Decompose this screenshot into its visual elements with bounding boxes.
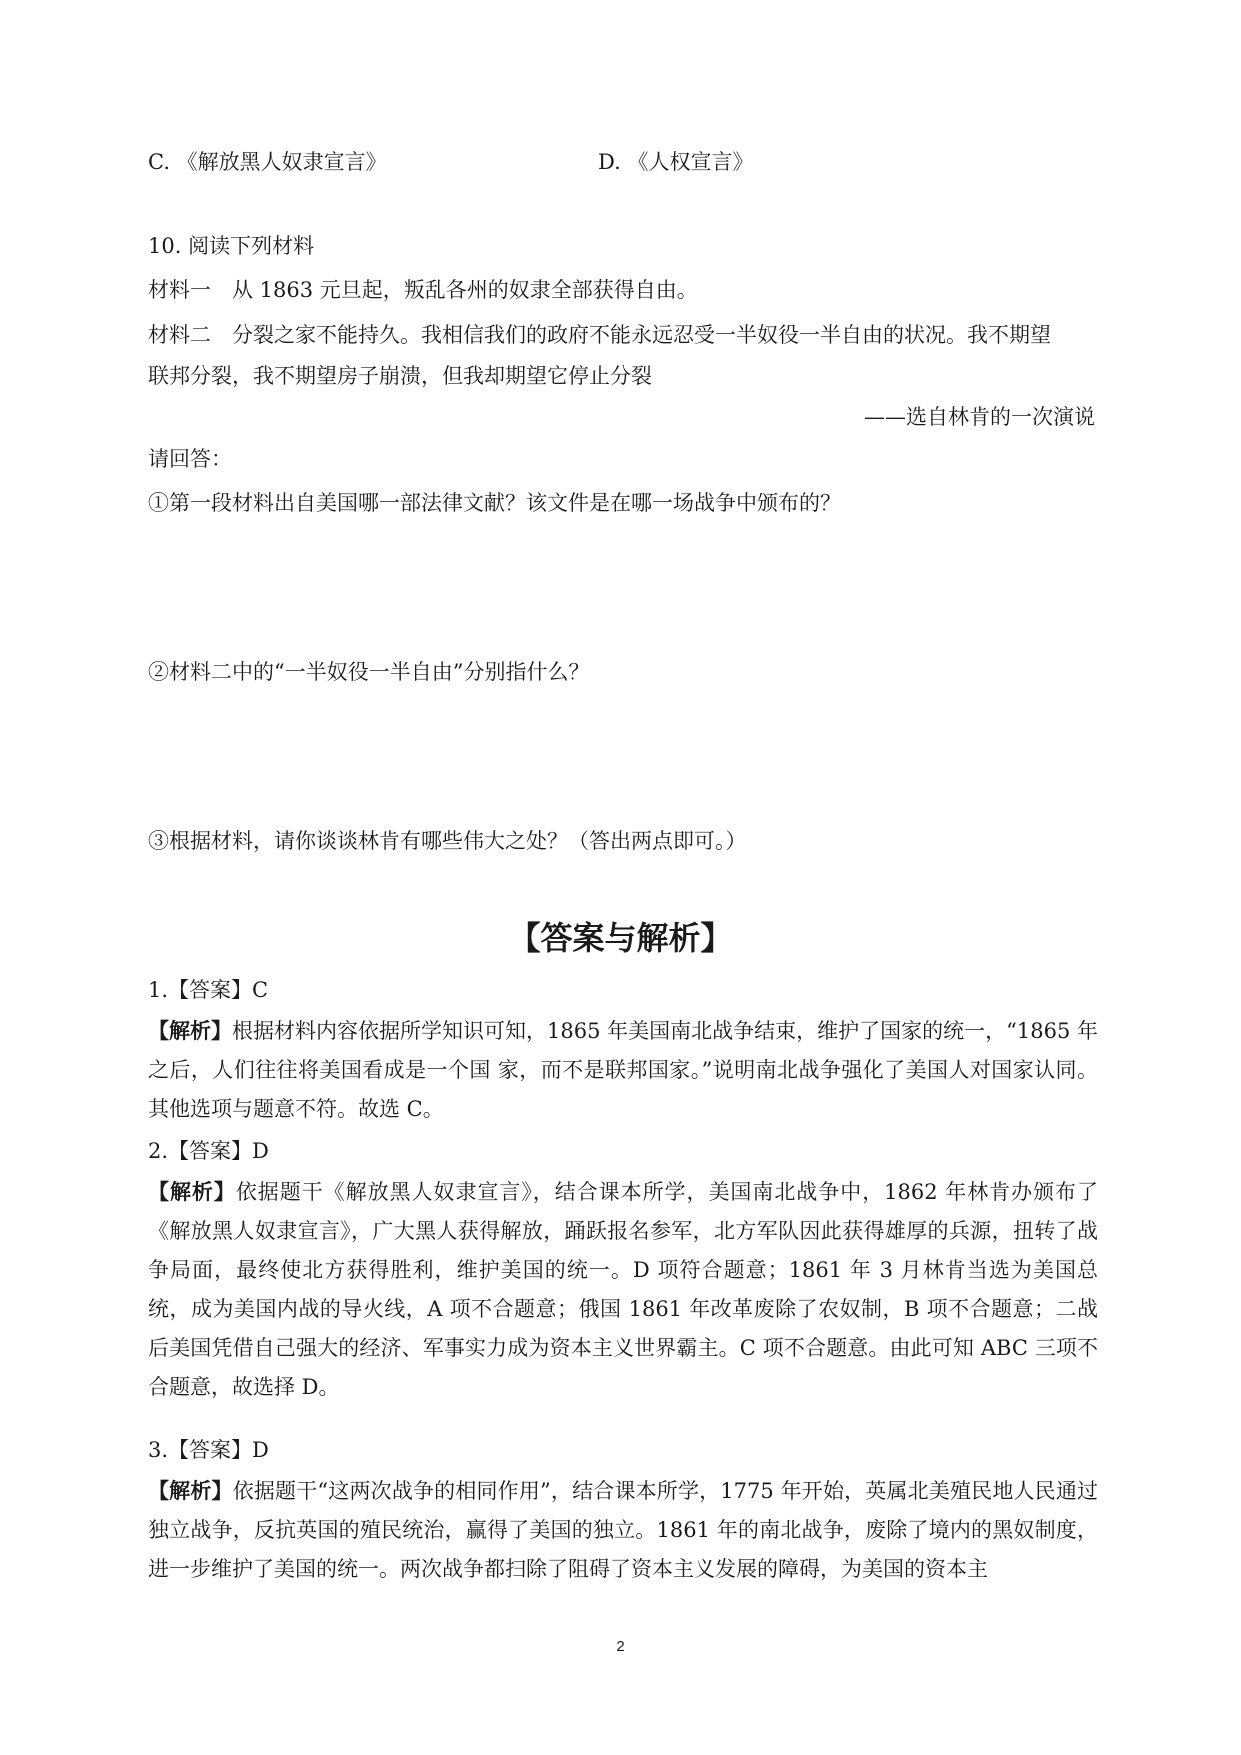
answer-2-label: 2.【答案】D [148,1139,269,1163]
sub-question-3: ③根据材料，请你谈谈林肯有哪些伟大之处？（答出两点即可。） [148,829,747,853]
option-c: C. 《解放黑人奴隶宣言》 [148,150,387,174]
sub-question-2: ②材料二中的“一半奴役一半自由”分别指什么？ [148,660,590,684]
option-d: D. 《人权宣言》 [598,150,754,174]
page-number: 2 [616,1638,625,1655]
sub-question-1: ①第一段材料出自美国哪一部法律文献？该文件是在哪一场战争中颁布的？ [148,491,841,515]
answer-1-label: 1.【答案】C [148,978,269,1002]
answer-3-text: 依据题干“这两次战争的相同作用”，结合课本所学，1775 年开始，英属北美殖民地人民通过独立战争，反抗英国的殖民统治，赢得了美国的独立。1861 年的南北战争，废除了境内的黑奴制度，进一步维护了美国的统一。两次战争都扫除了阻碍了资本主义发展的障碍，为美国的资本主 [148,1479,1099,1581]
answers-heading: 【答案与解析】 [508,919,733,957]
analysis-tag: 【解析】 [148,1018,233,1043]
answer-1-text: 根据材料内容依据所学知识可知，1865 年美国南北战争结束，维护了国家的统一，“1865 年之后，人们往往将美国看成是一个国 家，而不是联邦国家。”说明南北战争强化了美国人对国家认同。其他选项与题意不符。故选 C。 [148,1019,1098,1121]
analysis-tag: 【解析】 [148,1179,236,1204]
material-two-line-2: 联邦分裂，我不期望房子崩溃，但我却期望它停止分裂 [148,364,652,388]
analysis-tag: 【解析】 [148,1478,233,1503]
answer-2-explanation [148,1172,1098,1407]
answer-3-explanation [148,1471,1098,1589]
answer-1-explanation [148,1011,1098,1129]
material-two-line-1: 材料二 分裂之家不能持久。我相信我们的政府不能永远忍受一半奴役一半自由的状况。我不期望 [148,323,1051,347]
question-10-stem: 10. 阅读下列材料 [148,234,315,258]
speech-source: ——选自林肯的一次演说 [864,405,1095,429]
material-one: 材料一 从 1863 元旦起，叛乱各州的奴隶全部获得自由。 [148,278,698,302]
answer-prompt: 请回答： [148,447,232,471]
answer-2-text: 依据题干《解放黑人奴隶宣言》，结合课本所学，美国南北战争中，1862 年林肯办颁布了《解放黑人奴隶宣言》，广大黑人获得解放，踊跃报名参军，北方军队因此获得雄厚的兵源，扭转了战争局面，最终使北方获得胜利，维护美国的统一。D 项符合题意；1861 年 3 月林肯当选为美国总统，成为美国内战的导火线，A 项不合题意；俄国 1861 年改革废除了农奴制，B 项不合题意；二战后美国凭借自己强大的经济、军事实力成为资本主义世界霸主。C 项不合题意。由此可知 ABC 三项不合题意，故选择 D。 [148,1180,1098,1399]
answer-3-label: 3.【答案】D [148,1438,269,1462]
